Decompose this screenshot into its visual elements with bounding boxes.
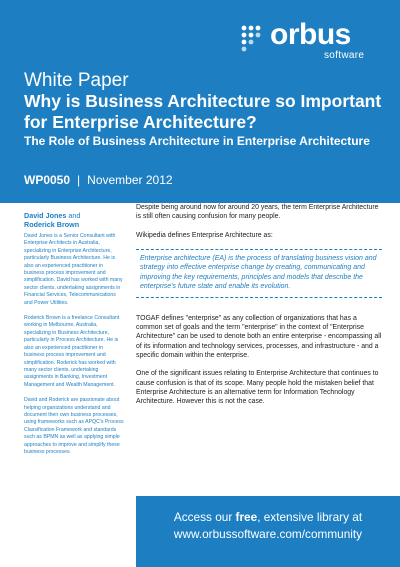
logo-wordmark: orbus [270,18,351,51]
page-subtitle: The Role of Business Architecture in Enterprise Architecture [24,134,370,148]
body-paragraph-togaf: TOGAF defines "enterprise" as any collection of organizations that has a common set of goals and the term "enterprise" in the context of "Enterprise Architecture" can be used to denote both an entire enterprise - encompassing all of its information and technology services, processes, and infrastructure - and a specific domain within the enterprise. [136,314,382,360]
author-conjunction: and [68,211,81,220]
author-second: Roderick Brown [24,220,80,229]
author-first: David Jones [24,211,67,220]
document-meta [24,173,173,187]
document-type: White Paper [24,70,129,91]
header-banner [0,0,400,203]
orbus-logo [240,18,380,62]
author-bio-joint: David and Roderick are passionate about helping organizations understand and document their own business processes, using frameworks such as APQC's Process Classification Framework and standards such as BPMN as well as applying simple approaches to improve and simplify these business processes. [24,397,124,455]
body-paragraph-intro: Despite being around now for around 20 years, the term Enterprise Architecture is still often causing confusion for many people. [136,204,379,221]
community-link[interactable]: www.orbussoftware.com/community [173,527,363,541]
author-bio-roderick: Roderick Brown is a freelance Consultant working in Melbourne, Australia, specializing in Business Architecture, particularly in Process Architecture. He is also an experienced practitioner in business process improvement and simplification. Roderick has worked with many sector clients, undertaking assignments in Banking, Investment Management and Wealth Management. [24,315,120,388]
author-bio-david: David Jones is a Senior Consultant with Enterprise Architects in Australia, specializing in Enterprise Architecture, particularly Business Architecture. He is also an experienced practitioner in business process improvement and simplification. David has worked with many sector clients, undertaking assignments in Financial Services, Telecommunications and Power Utilities. [24,233,123,306]
body-paragraph-scope: One of the significant issues relating to Enterprise Architecture that continues to cause confusion is that of its scope. Many people hold the mistaken belief that Enterprise Architecture is an alternative term for Information Technology Architecture. However this is not the case. [136,370,379,406]
cta-suffix: , extensive library at [257,510,363,524]
definition-quote: Enterprise architecture (EA) is the process of translating business vision and strategy into effective enterprise change by creating, communicating and improving the key requirements, principles and models that describe the enterprise's future state and enable its evolution. [136,249,382,298]
document-code: WP0050 [24,173,71,187]
cta-text [136,510,400,524]
author-names [24,211,124,229]
cta-emphasis: free [235,510,258,524]
cta-prefix: Access our [173,510,236,524]
main-content [136,203,382,416]
page-title: Why is Business Architecture so Important for Enterprise Architecture? [24,91,382,132]
body-paragraph-wiki: Wikipedia defines Enterprise Architecture as: [136,231,273,239]
logo-dots-icon [240,24,266,52]
community-cta-banner[interactable] [136,496,400,567]
meta-separator: | [77,173,81,187]
document-date: November 2012 [87,173,173,187]
author-column [24,211,124,456]
logo-tagline: software [324,50,365,61]
